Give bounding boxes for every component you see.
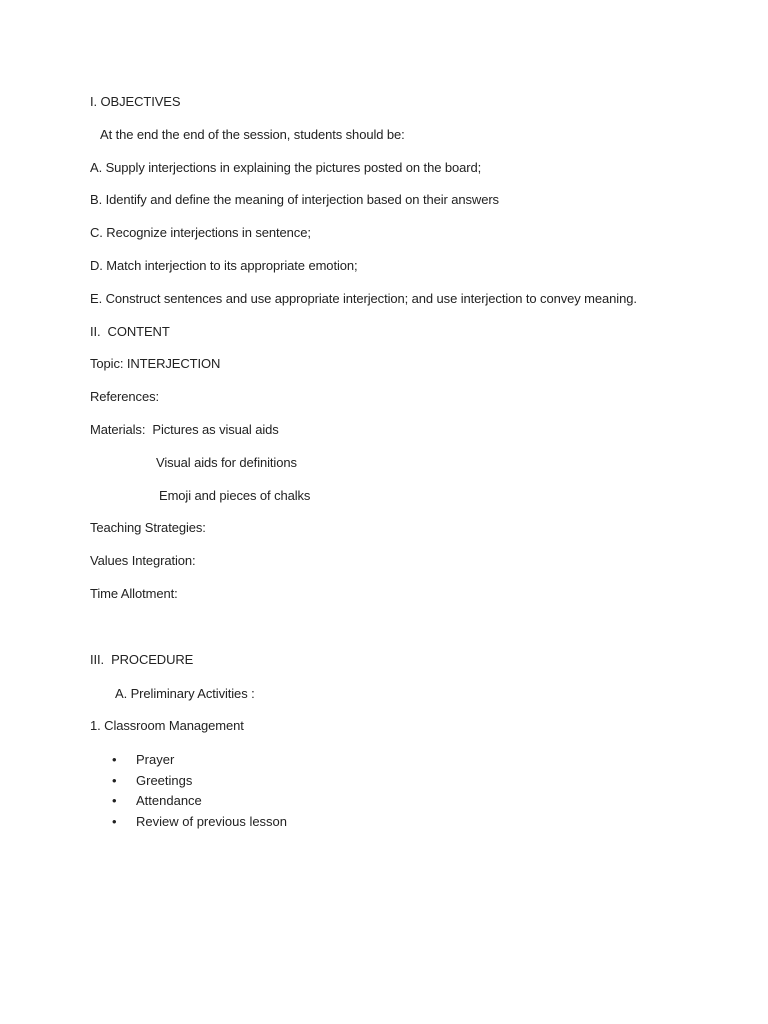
content-heading: II. CONTENT bbox=[90, 324, 170, 339]
list-item bbox=[112, 752, 175, 773]
bullet-icon: • bbox=[112, 752, 117, 767]
objective-item-e: E. Construct sentences and use appropriate interjection; and use interjection to convey meaning. bbox=[90, 291, 637, 306]
content-materials-3: Emoji and pieces of chalks bbox=[159, 488, 311, 503]
objective-item-d: D. Match interjection to its appropriate emotion; bbox=[90, 258, 358, 273]
list-item-label: Prayer bbox=[136, 752, 175, 767]
content-topic: Topic: INTERJECTION bbox=[90, 356, 221, 371]
content-values-integration: Values Integration: bbox=[90, 553, 196, 568]
content-materials: Materials: Pictures as visual aids bbox=[90, 422, 279, 437]
bullet-icon: • bbox=[112, 793, 117, 808]
list-item bbox=[112, 772, 193, 794]
list-item bbox=[112, 813, 288, 835]
objectives-intro: At the end the end of the session, students should be: bbox=[100, 127, 405, 142]
content-teaching-strategies: Teaching Strategies: bbox=[90, 520, 206, 535]
objective-item-b: B. Identify and define the meaning of interjection based on their answers bbox=[90, 192, 499, 207]
bullet-icon: • bbox=[112, 772, 117, 788]
list-item-label: Greetings bbox=[136, 772, 193, 788]
procedure-preliminary: A. Preliminary Activities : bbox=[115, 686, 255, 701]
objective-item-c: C. Recognize interjections in sentence; bbox=[90, 225, 311, 240]
objective-item-a: A. Supply interjections in explaining the pictures posted on the board; bbox=[90, 160, 482, 175]
list-item-label: Attendance bbox=[136, 793, 202, 808]
content-references: References: bbox=[90, 389, 159, 404]
procedure-heading: III. PROCEDURE bbox=[90, 652, 194, 667]
content-materials-2: Visual aids for definitions bbox=[156, 455, 297, 470]
procedure-classroom-management: 1. Classroom Management bbox=[90, 718, 244, 733]
list-item bbox=[112, 793, 202, 814]
list-item-label: Review of previous lesson bbox=[136, 813, 288, 829]
bullet-icon: • bbox=[112, 813, 117, 829]
content-time-allotment: Time Allotment: bbox=[90, 586, 178, 601]
objectives-heading: I. OBJECTIVES bbox=[90, 94, 181, 109]
procedure-bullet-list bbox=[112, 752, 288, 834]
